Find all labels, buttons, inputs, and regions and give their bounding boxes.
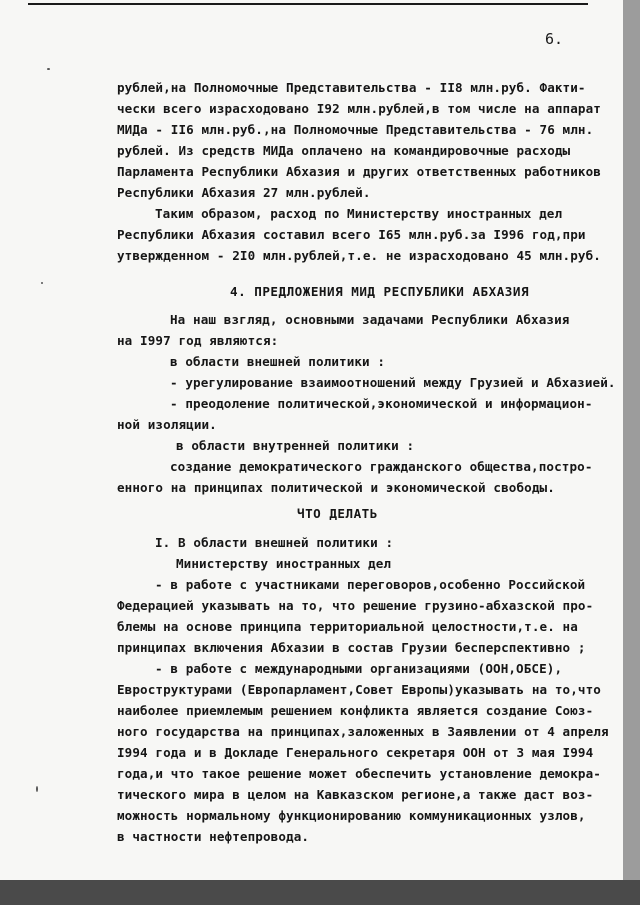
page-number: 6. xyxy=(545,30,564,48)
body-line: - в работе с участниками переговоров,особенно Российской xyxy=(155,577,586,592)
body-line: Республики Абхазия 27 млн.рублей. xyxy=(117,185,371,200)
body-line: - урегулирование взаимоотношений между Грузией и Абхазией. xyxy=(170,375,616,390)
scan-speck xyxy=(41,282,43,284)
body-line: создание демократического гражданского общества,постро- xyxy=(170,459,593,474)
body-line: чески всего израсходовано I92 млн.рублей,в том числе на аппарат xyxy=(117,101,601,116)
body-line: Парламента Республики Абхазия и других ответственных работников xyxy=(117,164,601,179)
body-line: Министерству иностранных дел xyxy=(176,556,392,571)
body-line: ной изоляции. xyxy=(117,417,217,432)
body-line: - в работе с международными организациями (ООН,ОБСЕ), xyxy=(155,661,563,676)
body-line: утвержденном - 2I0 млн.рублей,т.е. не израсходовано 45 млн.руб. xyxy=(117,248,601,263)
body-line: рублей. Из средств МИДа оплачено на командировочные расходы xyxy=(117,143,571,158)
scan-margin-bottom xyxy=(0,880,640,905)
scan-margin-right xyxy=(623,0,640,905)
scan-speck xyxy=(47,68,50,70)
body-line: в частности нефтепровода. xyxy=(117,829,310,844)
body-line: ного государства на принципах,заложенных в Заявлении от 4 апреля xyxy=(117,724,609,739)
body-line: Республики Абхазия составил всего I65 млн.руб.за I996 год,при xyxy=(117,227,586,242)
body-line: на I997 год являются: xyxy=(117,333,279,348)
section-heading: 4. ПРЕДЛОЖЕНИЯ МИД РЕСПУБЛИКИ АБХАЗИЯ xyxy=(230,284,530,299)
scan-speck xyxy=(36,786,38,792)
body-line: - преодоление политической,экономической и информацион- xyxy=(170,396,593,411)
body-line: МИДа - II6 млн.руб.,на Полномочные Представительства - 76 млн. xyxy=(117,122,594,137)
body-line: енного на принципах политической и экономической свободы. xyxy=(117,480,555,495)
body-line: Таким образом, расход по Министерству иностранных дел xyxy=(155,206,563,221)
body-line: рублей,на Полномочные Представительства - II8 млн.руб. Факти- xyxy=(117,80,586,95)
body-line: Евроструктурами (Европарламент,Совет Европы)указывать на то,что xyxy=(117,682,601,697)
body-line: в области внешней политики : xyxy=(170,354,386,369)
body-line: Федерацией указывать на то, что решение грузино-абхазской про- xyxy=(117,598,594,613)
body-line: можность нормальному функционированию коммуникационных узлов, xyxy=(117,808,586,823)
body-line: I. В области внешней политики : xyxy=(155,535,394,550)
body-line: наиболее приемлемым решением конфликта является создание Союз- xyxy=(117,703,594,718)
body-line: блемы на основе принципа территориальной целостности,т.е. на xyxy=(117,619,578,634)
body-line: На наш взгляд, основными задачами Республики Абхазия xyxy=(170,312,570,327)
body-line: I994 года и в Докладе Генерального секретаря ООН от 3 мая I994 xyxy=(117,745,594,760)
section-heading: ЧТО ДЕЛАТЬ xyxy=(297,506,378,521)
body-line: в области внутренней политики : xyxy=(176,438,415,453)
body-line: принципах включения Абхазии в состав Грузии бесперспективно ; xyxy=(117,640,586,655)
body-line: года,и что такое решение может обеспечить установление демокра- xyxy=(117,766,601,781)
body-line: тического мира в целом на Кавказском регионе,а также даст воз- xyxy=(117,787,594,802)
